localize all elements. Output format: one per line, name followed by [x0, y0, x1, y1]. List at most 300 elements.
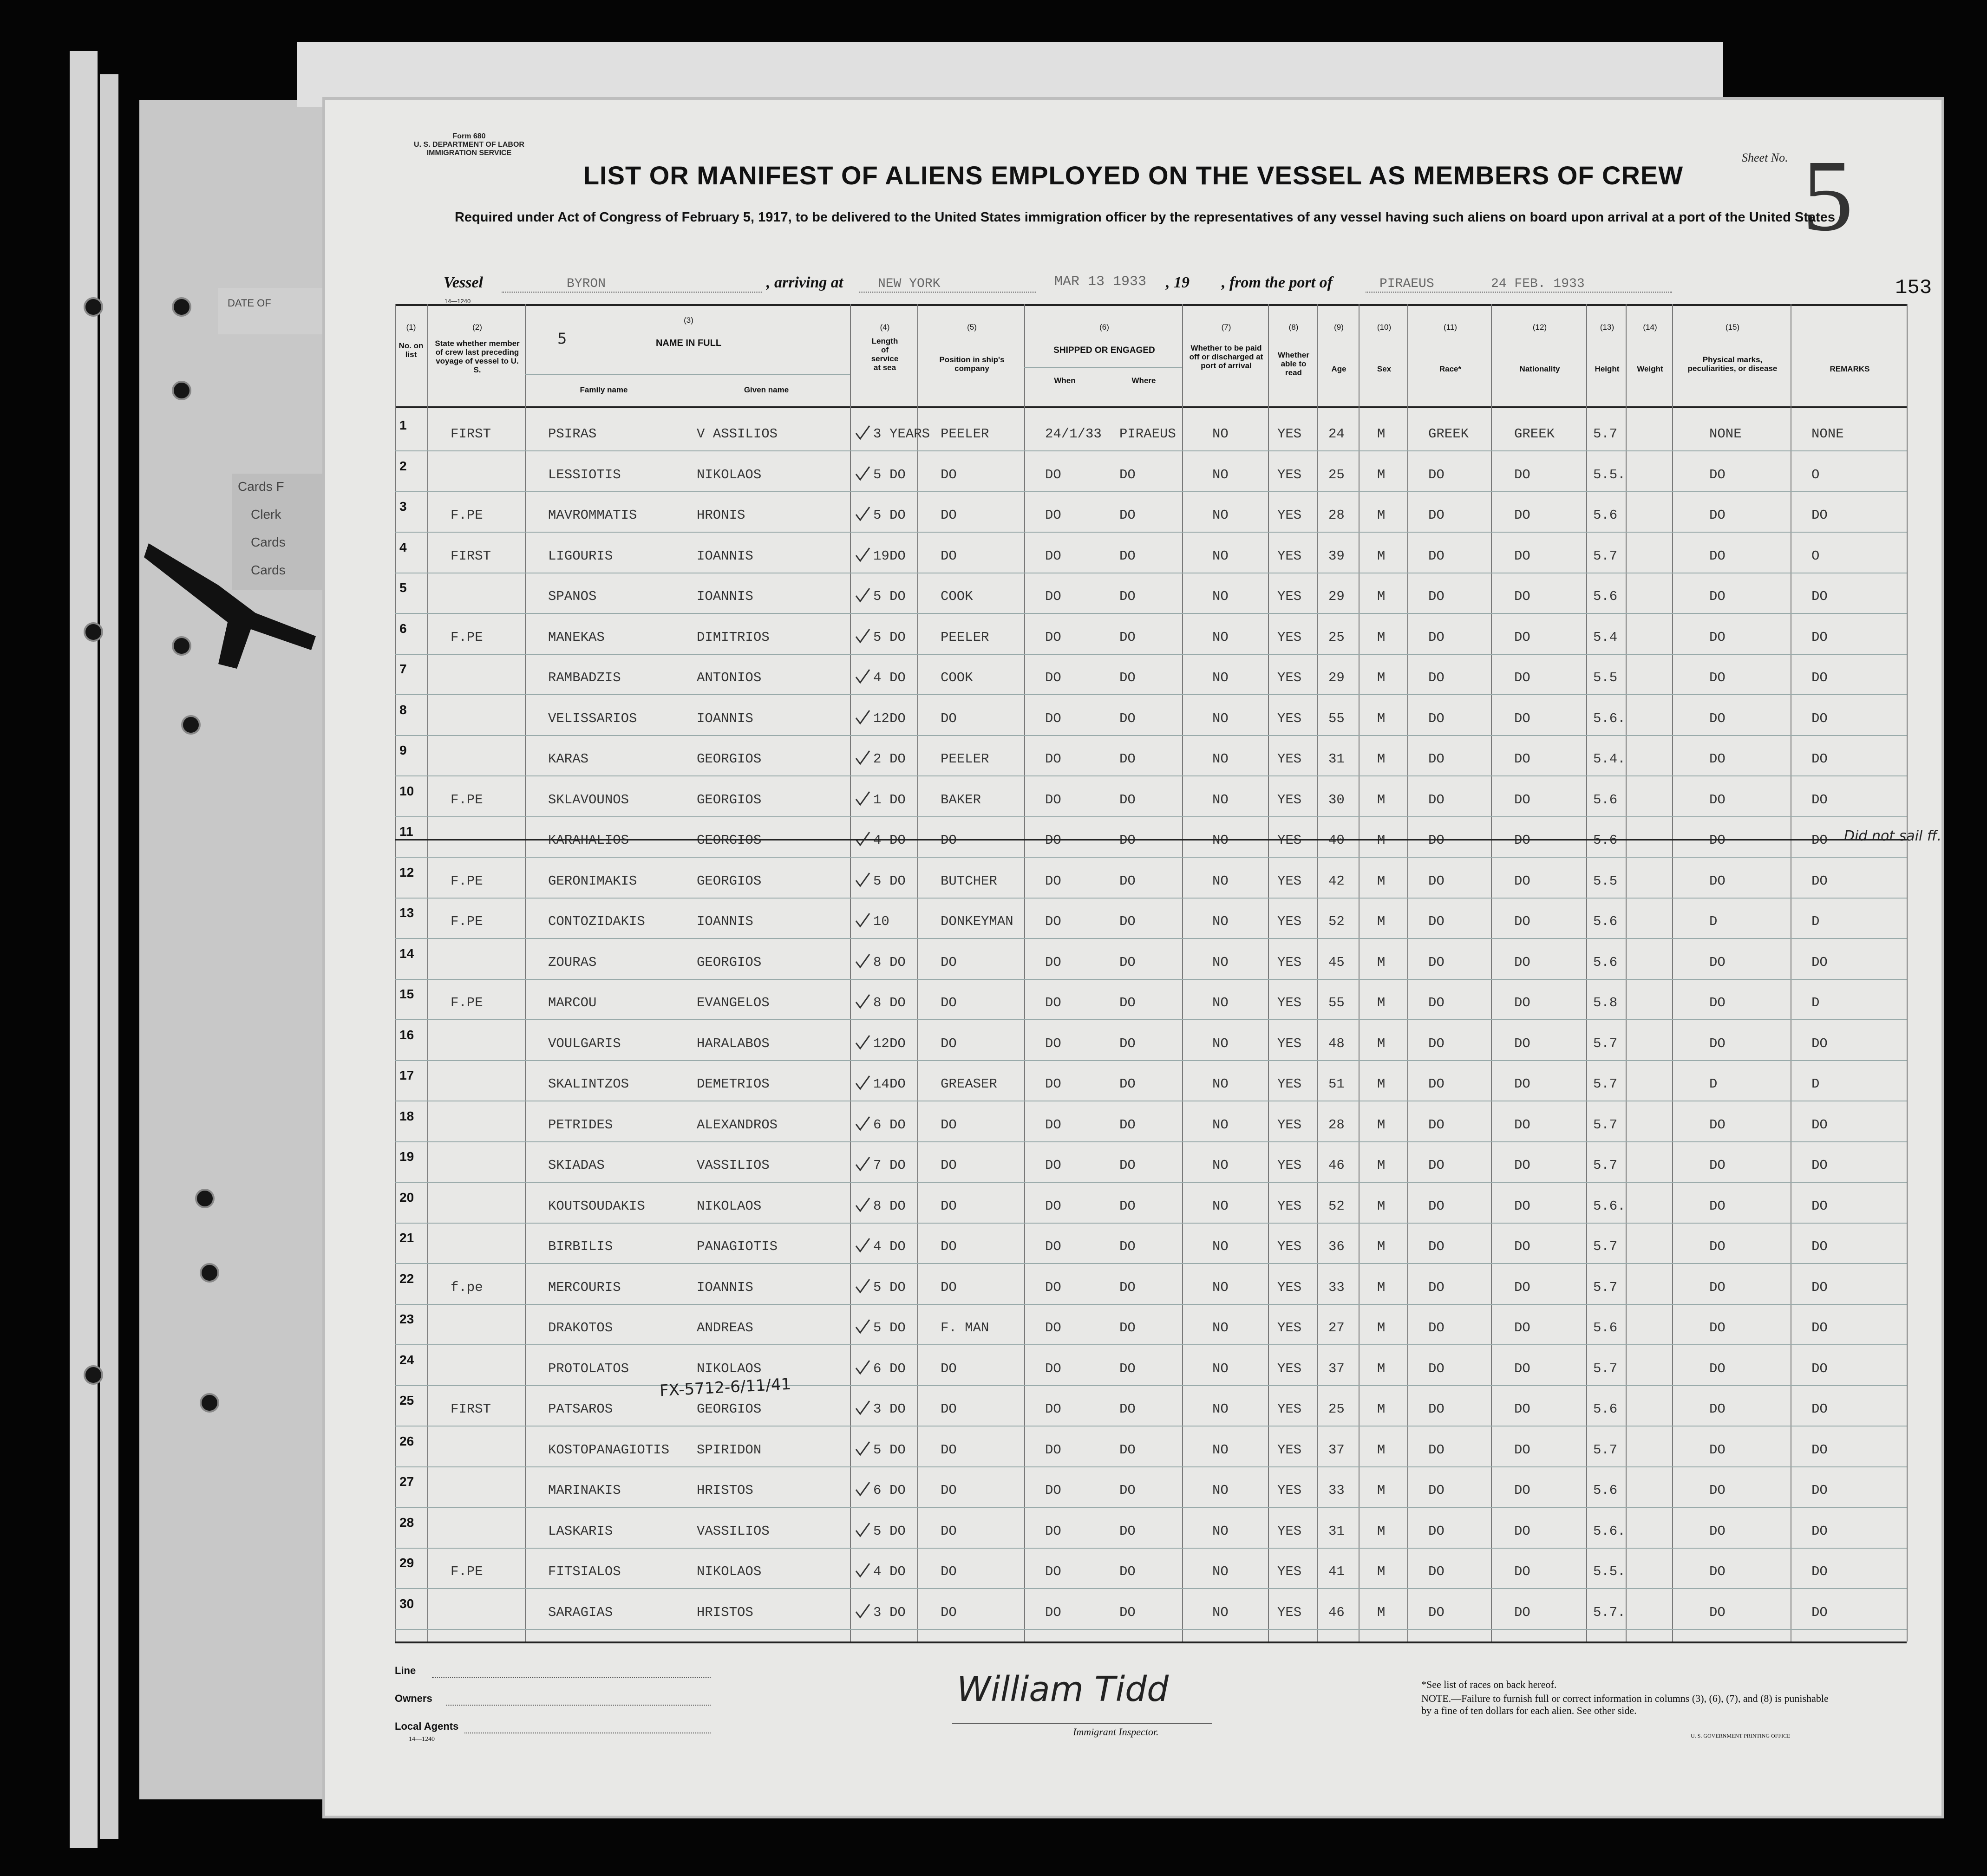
- given-name: HARALABOS: [697, 1036, 770, 1051]
- able-to-read: YES: [1277, 1523, 1302, 1539]
- able-to-read: YES: [1277, 995, 1302, 1010]
- nationality: DO: [1514, 1158, 1530, 1173]
- col-9-number: (9): [1334, 323, 1344, 332]
- remarks: O: [1811, 467, 1820, 482]
- arriving-underline: [859, 292, 1036, 293]
- service-length: 4: [873, 670, 882, 685]
- binder-page-under: [139, 100, 334, 1799]
- col-rule: [525, 304, 526, 1642]
- checkmark-icon: [855, 750, 870, 766]
- given-name: ANTONIOS: [697, 670, 762, 685]
- shipped-when: DO: [1045, 873, 1061, 889]
- sex: M: [1377, 710, 1386, 726]
- service-unit: DO: [889, 467, 906, 482]
- height: 5.6: [1593, 833, 1618, 848]
- name-header-mark: 5: [557, 330, 567, 347]
- checkmark-icon: [855, 587, 870, 603]
- height: 5.7.: [1593, 1604, 1626, 1620]
- sex: M: [1377, 1036, 1386, 1051]
- paid-off: NO: [1212, 1117, 1229, 1133]
- row-number: 12: [399, 865, 414, 879]
- shipped-where: DO: [1119, 1442, 1136, 1458]
- age: 52: [1328, 1198, 1345, 1214]
- side-card-label: Cards: [251, 563, 286, 577]
- binder-ribbon: [144, 529, 320, 669]
- race: DO: [1428, 1076, 1444, 1092]
- row-number: 10: [399, 783, 414, 798]
- nationality: DO: [1514, 629, 1530, 645]
- row-number: 29: [399, 1556, 414, 1570]
- sex: M: [1377, 833, 1386, 848]
- family-name: PSIRAS: [548, 426, 597, 442]
- service-length: 5: [873, 508, 882, 523]
- shipped-where: DO: [1119, 1361, 1136, 1376]
- race: DO: [1428, 1442, 1444, 1458]
- able-to-read: YES: [1277, 1117, 1302, 1133]
- shipped-when: DO: [1045, 1523, 1061, 1539]
- race: DO: [1428, 670, 1444, 685]
- shipped-when: DO: [1045, 1442, 1061, 1458]
- race: DO: [1428, 1401, 1444, 1417]
- sex: M: [1377, 1523, 1386, 1539]
- service-length: 14: [873, 1076, 889, 1092]
- shipped-when: DO: [1045, 1117, 1061, 1133]
- remarks: DO: [1811, 1036, 1828, 1051]
- age: 55: [1328, 710, 1345, 726]
- col-rule: [1672, 304, 1673, 1642]
- row-rule: [395, 1426, 1907, 1427]
- service-unit: DO: [889, 1442, 906, 1458]
- given-name: HRISTOS: [697, 1604, 753, 1620]
- nationality: DO: [1514, 1483, 1530, 1498]
- remarks: D: [1811, 995, 1820, 1010]
- remarks: DO: [1811, 508, 1828, 523]
- row-number: 1: [399, 418, 407, 432]
- remarks: DO: [1811, 1361, 1828, 1376]
- family-name: PROTOLATOS: [548, 1361, 629, 1376]
- physical-marks: DO: [1709, 629, 1726, 645]
- height: 5.5.: [1593, 467, 1626, 482]
- shipped-where: DO: [1119, 914, 1136, 929]
- row-number: 11: [399, 824, 413, 839]
- shipped-where: DO: [1119, 508, 1136, 523]
- col-6-header: SHIPPED OR ENGAGED: [1053, 345, 1155, 355]
- physical-marks: DO: [1709, 954, 1726, 970]
- row-number: 3: [399, 499, 407, 514]
- manifest-footer: [395, 1646, 1907, 1795]
- nationality: DO: [1514, 1036, 1530, 1051]
- ship-position: DO: [941, 467, 957, 482]
- col-16-header: REMARKS: [1830, 365, 1870, 373]
- family-name: PATSAROS: [548, 1401, 613, 1417]
- row-rule: [395, 938, 1907, 939]
- binder-page-edge: [70, 51, 98, 1848]
- sex: M: [1377, 1239, 1386, 1254]
- sex: M: [1377, 1564, 1386, 1579]
- age: 31: [1328, 751, 1345, 767]
- age: 37: [1328, 1361, 1345, 1376]
- age: 25: [1328, 1401, 1345, 1417]
- checkmark-icon: [855, 1116, 870, 1132]
- shipped-when: DO: [1045, 995, 1061, 1010]
- physical-marks: DO: [1709, 1239, 1726, 1254]
- age: 55: [1328, 995, 1345, 1010]
- checkmark-icon: [855, 1319, 870, 1335]
- age: 28: [1328, 508, 1345, 523]
- ship-position: PEELER: [941, 629, 989, 645]
- family-name: SKLAVOUNOS: [548, 792, 629, 808]
- service-unit: DO: [889, 1361, 906, 1376]
- race: DO: [1428, 1198, 1444, 1214]
- family-name: FITSIALOS: [548, 1564, 621, 1579]
- remarks: NONE: [1811, 426, 1844, 442]
- family-name: KOUTSOUDAKIS: [548, 1198, 645, 1214]
- remarks: DO: [1811, 1198, 1828, 1214]
- race: DO: [1428, 954, 1444, 970]
- ship-position: COOK: [941, 589, 973, 604]
- service-length: 4: [873, 833, 882, 848]
- family-name: SKALINTZOS: [548, 1076, 629, 1092]
- nationality: DO: [1514, 1604, 1530, 1620]
- row-rule: [395, 654, 1907, 655]
- nationality: DO: [1514, 1198, 1530, 1214]
- race: DO: [1428, 1523, 1444, 1539]
- paid-off: NO: [1212, 548, 1229, 564]
- row-number: 17: [399, 1068, 414, 1082]
- shipped-where: DO: [1119, 873, 1136, 889]
- service-unit: DO: [889, 833, 906, 848]
- previous-voyage: FIRST: [451, 426, 491, 442]
- given-name: HRONIS: [697, 508, 745, 523]
- checkmark-icon: [855, 1278, 870, 1294]
- col-rule: [917, 304, 918, 1642]
- race: DO: [1428, 1604, 1444, 1620]
- row-number: 23: [399, 1312, 414, 1326]
- shipped-where: DO: [1119, 589, 1136, 604]
- row-rule: [395, 979, 1907, 980]
- sex: M: [1377, 914, 1386, 929]
- sex: M: [1377, 670, 1386, 685]
- checkmark-icon: [855, 1441, 870, 1457]
- row-number: 24: [399, 1352, 414, 1367]
- row-rule: [395, 1141, 1907, 1142]
- paid-off: NO: [1212, 1279, 1229, 1295]
- ship-position: DO: [941, 1239, 957, 1254]
- race: DO: [1428, 1564, 1444, 1579]
- family-name: LASKARIS: [548, 1523, 613, 1539]
- sex: M: [1377, 1320, 1386, 1335]
- col-rule: [1491, 304, 1492, 1642]
- given-name: NIKOLAOS: [697, 467, 762, 482]
- given-name: NIKOLAOS: [697, 1564, 762, 1579]
- shipped-where: DO: [1119, 710, 1136, 726]
- paid-off: NO: [1212, 954, 1229, 970]
- age: 29: [1328, 670, 1345, 685]
- shipped-where: PIRAEUS: [1119, 426, 1176, 442]
- side-stamp: [218, 288, 325, 334]
- col-2-header: State whether member of crew last preceding voyage of vessel to U. S.: [435, 339, 520, 374]
- row-number: 19: [399, 1149, 414, 1164]
- row-rule: [395, 1304, 1907, 1305]
- paid-off: NO: [1212, 1036, 1229, 1051]
- col-10-header: Sex: [1377, 365, 1392, 373]
- able-to-read: YES: [1277, 833, 1302, 848]
- race: DO: [1428, 629, 1444, 645]
- shipped-where: DO: [1119, 670, 1136, 685]
- able-to-read: YES: [1277, 792, 1302, 808]
- race: DO: [1428, 1158, 1444, 1173]
- physical-marks: DO: [1709, 1158, 1726, 1173]
- remarks: DO: [1811, 1239, 1828, 1254]
- ship-position: DO: [941, 1279, 957, 1295]
- nationality: DO: [1514, 710, 1530, 726]
- checkmark-icon: [855, 994, 870, 1010]
- row-rule: [395, 1223, 1907, 1224]
- service-length: 3: [873, 1604, 882, 1620]
- given-name: DIMITRIOS: [697, 629, 770, 645]
- family-name: KOSTOPANAGIOTIS: [548, 1442, 670, 1458]
- height: 5.7: [1593, 1361, 1618, 1376]
- nationality: DO: [1514, 1117, 1530, 1133]
- shipped-where: DO: [1119, 1320, 1136, 1335]
- able-to-read: YES: [1277, 1604, 1302, 1620]
- service-unit: DO: [889, 954, 906, 970]
- owners-label: Owners: [395, 1693, 432, 1704]
- handwritten-note: Did not sail ff.: [1844, 828, 1942, 844]
- service-length: 8: [873, 954, 882, 970]
- shipped-when: DO: [1045, 1483, 1061, 1498]
- sex: M: [1377, 751, 1386, 767]
- col-8-header: Whether able to read: [1278, 351, 1309, 377]
- shipped-where: DO: [1119, 833, 1136, 848]
- printer-line: U. S. GOVERNMENT PRINTING OFFICE: [1691, 1733, 1791, 1739]
- physical-marks: DO: [1709, 995, 1726, 1010]
- line-label: Line: [395, 1665, 416, 1676]
- shipped-where: DO: [1119, 1564, 1136, 1579]
- race: DO: [1428, 1320, 1444, 1335]
- ship-position: DO: [941, 548, 957, 564]
- paid-off: NO: [1212, 1361, 1229, 1376]
- remarks: DO: [1811, 1401, 1828, 1417]
- family-name: SPANOS: [548, 589, 597, 604]
- col-rule: [1626, 304, 1627, 1642]
- able-to-read: YES: [1277, 1442, 1302, 1458]
- family-name: MANEKAS: [548, 629, 605, 645]
- checkmark-icon: [855, 1075, 870, 1091]
- family-name: MARCOU: [548, 995, 597, 1010]
- paid-off: NO: [1212, 1401, 1229, 1417]
- able-to-read: YES: [1277, 1361, 1302, 1376]
- able-to-read: YES: [1277, 548, 1302, 564]
- given-name: IOANNIS: [697, 589, 753, 604]
- height: 5.7: [1593, 1036, 1618, 1051]
- service-unit: DO: [889, 1279, 906, 1295]
- paid-off: NO: [1212, 1442, 1229, 1458]
- height: 5.6.: [1593, 1198, 1626, 1214]
- ship-position: DO: [941, 1036, 957, 1051]
- col-12-header: Nationality: [1519, 365, 1560, 373]
- family-name: SARAGIAS: [548, 1604, 613, 1620]
- age: 51: [1328, 1076, 1345, 1092]
- side-card-label: Cards: [251, 535, 286, 549]
- shipped-when: DO: [1045, 467, 1061, 482]
- remarks: D: [1811, 914, 1820, 929]
- shipped-where: DO: [1119, 995, 1136, 1010]
- inspector-label: Immigrant Inspector.: [1073, 1726, 1159, 1738]
- col-3-number: (3): [684, 316, 693, 325]
- col-rule: [1907, 304, 1908, 1642]
- ship-position: DO: [941, 1117, 957, 1133]
- arrival-date: MAR 13 1933: [1054, 274, 1147, 290]
- col-13-number: (13): [1600, 323, 1614, 332]
- row-rule: [395, 1629, 1907, 1630]
- previous-voyage: FIRST: [451, 548, 491, 564]
- row-rule: [395, 491, 1907, 492]
- height: 5.7: [1593, 1158, 1618, 1173]
- height: 5.6: [1593, 792, 1618, 808]
- shipped-when: DO: [1045, 954, 1061, 970]
- remarks: DO: [1811, 670, 1828, 685]
- remarks: DO: [1811, 751, 1828, 767]
- page-title: LIST OR MANIFEST OF ALIENS EMPLOYED ON THE VESSEL AS MEMBERS OF CREW: [583, 161, 1684, 190]
- punch-hole: [195, 1189, 215, 1208]
- form-number: Form 680: [452, 132, 486, 140]
- age: 29: [1328, 589, 1345, 604]
- physical-marks: DO: [1709, 1483, 1726, 1498]
- sex: M: [1377, 1401, 1386, 1417]
- given-name: PANAGIOTIS: [697, 1239, 778, 1254]
- col-rule: [1024, 304, 1025, 1642]
- sex: M: [1377, 792, 1386, 808]
- col-11-number: (11): [1444, 323, 1457, 332]
- row-number: 5: [399, 580, 407, 595]
- col-rule: [850, 304, 851, 1642]
- nationality: DO: [1514, 792, 1530, 808]
- shipped-when: DO: [1045, 548, 1061, 564]
- physical-marks: DO: [1709, 1564, 1726, 1579]
- service-unit: DO: [889, 1564, 906, 1579]
- family-name: MARINAKIS: [548, 1483, 621, 1498]
- row-number: 28: [399, 1515, 414, 1530]
- row-number: 22: [399, 1271, 414, 1286]
- row-number: 25: [399, 1393, 414, 1407]
- service-unit: DO: [889, 1117, 906, 1133]
- able-to-read: YES: [1277, 1401, 1302, 1417]
- sex: M: [1377, 1361, 1386, 1376]
- row-rule: [395, 613, 1907, 614]
- ship-position: DO: [941, 1483, 957, 1498]
- remarks: DO: [1811, 873, 1828, 889]
- ship-position: DO: [941, 1523, 957, 1539]
- agents-code: 14—1240: [409, 1736, 435, 1743]
- family-name: VELISSARIOS: [548, 710, 637, 726]
- form-code: 14—1240: [444, 298, 471, 305]
- service-length: 5: [873, 1279, 882, 1295]
- given-name: NIKOLAOS: [697, 1361, 762, 1376]
- height: 5.4: [1593, 629, 1618, 645]
- physical-marks: DO: [1709, 589, 1726, 604]
- nationality: DO: [1514, 508, 1530, 523]
- sex: M: [1377, 508, 1386, 523]
- sex: M: [1377, 1604, 1386, 1620]
- able-to-read: YES: [1277, 710, 1302, 726]
- previous-voyage: F.PE: [451, 995, 483, 1010]
- punch-hole: [84, 622, 103, 642]
- physical-marks: DO: [1709, 670, 1726, 685]
- col-13-header: Height: [1595, 365, 1620, 373]
- row-rule: [395, 735, 1907, 736]
- ship-position: DO: [941, 995, 957, 1010]
- able-to-read: YES: [1277, 1483, 1302, 1498]
- remarks: DO: [1811, 1320, 1828, 1335]
- given-name: GEORGIOS: [697, 873, 762, 889]
- paid-off: NO: [1212, 1523, 1229, 1539]
- row-rule: [395, 532, 1907, 533]
- row-rule: [395, 775, 1907, 776]
- service-unit: DO: [889, 1076, 906, 1092]
- physical-marks: DO: [1709, 1198, 1726, 1214]
- ship-position: BUTCHER: [941, 873, 997, 889]
- shipped-where: DO: [1119, 1523, 1136, 1539]
- service-length: 3: [873, 1401, 882, 1417]
- year-label: , 19: [1166, 274, 1190, 291]
- age: 24: [1328, 426, 1345, 442]
- remarks: DO: [1811, 1604, 1828, 1620]
- remarks: DO: [1811, 629, 1828, 645]
- checkmark-icon: [855, 1238, 870, 1253]
- physical-marks: DO: [1709, 751, 1726, 767]
- race: GREEK: [1428, 426, 1469, 442]
- shipped-where: DO: [1119, 751, 1136, 767]
- race: DO: [1428, 1483, 1444, 1498]
- given-name: GEORGIOS: [697, 833, 762, 848]
- service-unit: DO: [889, 1604, 906, 1620]
- able-to-read: YES: [1277, 670, 1302, 685]
- col-rule: [427, 304, 428, 1642]
- race: DO: [1428, 833, 1444, 848]
- row-rule: [395, 1385, 1907, 1386]
- given-name: ANDREAS: [697, 1320, 753, 1335]
- family-name: VOULGARIS: [548, 1036, 621, 1051]
- previous-voyage: F.PE: [451, 873, 483, 889]
- col-3b-header: Given name: [744, 385, 789, 394]
- age: 42: [1328, 873, 1345, 889]
- ship-position: DO: [941, 1198, 957, 1214]
- service-length: 2: [873, 751, 882, 767]
- shipped-where: DO: [1119, 954, 1136, 970]
- remarks: O: [1811, 548, 1820, 564]
- service-length: 10: [873, 914, 889, 929]
- given-name: ALEXANDROS: [697, 1117, 778, 1133]
- service-unit: DO: [889, 589, 906, 604]
- service-unit: DO: [889, 995, 906, 1010]
- previous-voyage: F.PE: [451, 792, 483, 808]
- shipped-when: DO: [1045, 833, 1061, 848]
- col-rule: [1317, 304, 1318, 1642]
- given-name: VASSILIOS: [697, 1523, 770, 1539]
- vessel-label: Vessel: [444, 274, 483, 291]
- given-name: DEMETRIOS: [697, 1076, 770, 1092]
- remarks: DO: [1811, 1564, 1828, 1579]
- service-unit: DO: [889, 670, 906, 685]
- sex: M: [1377, 589, 1386, 604]
- shipped-where: DO: [1119, 1483, 1136, 1498]
- age: 33: [1328, 1279, 1345, 1295]
- shipped-where: DO: [1119, 1158, 1136, 1173]
- sex: M: [1377, 426, 1386, 442]
- race: DO: [1428, 1279, 1444, 1295]
- col-4-number: (4): [880, 323, 890, 332]
